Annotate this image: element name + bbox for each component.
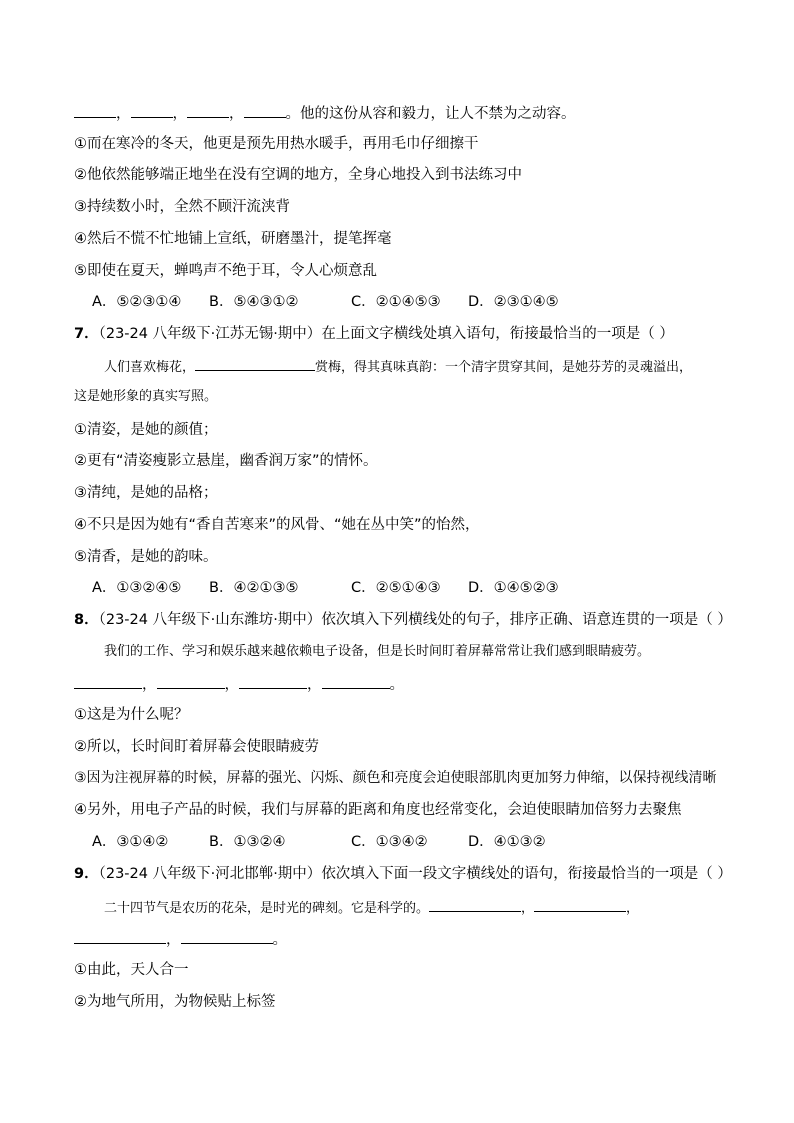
q6-option-2: ②他依然能够端正地坐在没有空调的地方，全身心地投入到书法练习中 <box>74 167 522 183</box>
q8-option-1: ①这是为什么呢？ <box>74 707 189 723</box>
blank[interactable] <box>239 674 307 689</box>
choice-d[interactable]: D．①④⑤②③ <box>468 580 559 596</box>
q9-option-2: ②为地气所用，为物候贴上标签 <box>74 994 276 1010</box>
blank[interactable] <box>74 674 142 689</box>
choice-b[interactable]: B．①③②④ <box>209 834 286 850</box>
choice-a[interactable]: A．⑤②③①④ <box>92 294 182 310</box>
blank[interactable] <box>74 103 116 118</box>
question-source: （23-24 八年级下·山东潍坊·期中） <box>98 612 322 628</box>
blank[interactable] <box>322 674 390 689</box>
q7-option-1: ①清姿，是她的颜值； <box>74 422 218 438</box>
q6-choices <box>92 292 754 312</box>
blank[interactable] <box>157 674 225 689</box>
question-number: 8． <box>74 612 99 628</box>
question-stem: 依次填入下列横线处的句子，排序正确、语意连贯的一项是（ ） <box>321 612 732 628</box>
q8-option-3: ③因为注视屏幕的时候，屏幕的强光、闪烁、颜色和亮度会迫使眼部肌肉更加努力伸缩，以保持视线清晰 <box>74 770 717 786</box>
q7-option-4: ④不只是因为她有“香自苦寒来”的风骨、“她在丛中笑”的怡然， <box>74 517 480 533</box>
q6-option-4: ④然后不慌不忙地铺上宣纸，研磨墨汁，提笔挥毫 <box>74 231 392 247</box>
q9-passage-line-2: ， 。 <box>74 929 754 950</box>
q7-option-5: ⑤清香，是她的韵味。 <box>74 549 218 565</box>
q8-option-4: ④另外，用电子产品的时候，我们与屏幕的距离和角度也经常变化，会迫使眼睛加倍努力去聚焦 <box>74 802 682 818</box>
question-number: 9． <box>74 866 99 882</box>
choice-c[interactable]: C．②⑤①④③ <box>351 580 441 596</box>
q8-passage: 我们的工作、学习和娱乐越来越依赖电子设备，但是长时间盯着屏幕常常让我们感到眼睛疲劳。 <box>104 644 651 659</box>
q8-choices <box>92 832 754 852</box>
blank[interactable] <box>187 103 229 118</box>
question-stem: 在上面文字横线处填入语句，衔接最恰当的一项是（ ） <box>321 326 674 342</box>
choice-d[interactable]: D．②③①④⑤ <box>468 294 559 310</box>
q8-header <box>74 610 754 630</box>
question-stem: 依次填入下面一段文字横线处的语句，衔接最恰当的一项是（ ） <box>321 866 732 882</box>
q7-passage-line-1: 人们喜欢梅花， 赏梅，得其真味真韵：一个清字贯穿其间，是她芬芳的灵魂溢出， <box>104 356 754 378</box>
q7-header <box>74 324 754 344</box>
q9-passage-line-1: 二十四节气是农历的花朵，是时光的碑刻。它是科学的。 ， ， <box>104 897 754 919</box>
choice-b[interactable]: B．④②①③⑤ <box>209 580 299 596</box>
choice-c[interactable]: C．②①④⑤③ <box>351 294 441 310</box>
blank[interactable] <box>195 356 315 371</box>
q7-choices <box>92 578 754 598</box>
q6-option-1: ①而在寒冷的冬天，他更是预先用热水暖手，再用毛巾仔细擦干 <box>74 136 479 152</box>
choice-b[interactable]: B．⑤④③①② <box>209 294 299 310</box>
q7-option-3: ③清纯，是她的品格； <box>74 485 218 501</box>
blank[interactable] <box>429 897 521 912</box>
choice-a[interactable]: A．①③②④⑤ <box>92 580 182 596</box>
blank[interactable] <box>534 897 626 912</box>
q9-header <box>74 864 754 884</box>
q6-option-3: ③持续数小时，全然不顾汗流浃背 <box>74 199 290 215</box>
question-number: 7． <box>74 326 99 342</box>
question-source: （23-24 八年级下·江苏无锡·期中） <box>98 326 322 342</box>
q7-option-2: ②更有“清姿瘦影立悬崖，幽香润万家”的情怀。 <box>74 453 378 469</box>
q8-option-2: ②所以，长时间盯着屏幕会使眼睛疲劳 <box>74 739 319 755</box>
blank[interactable] <box>131 103 173 118</box>
question-source: （23-24 八年级下·河北邯郸·期中） <box>98 866 322 882</box>
q6-option-5: ⑤即使在夏天，蝉鸣声不绝于耳，令人心烦意乱 <box>74 263 377 279</box>
q8-blanks-line: ， ， ， 。 <box>74 674 754 695</box>
blank[interactable] <box>244 103 286 118</box>
q6-lead-text: 。他的这份从容和毅力，让人不禁为之动容。 <box>285 106 576 122</box>
choice-d[interactable]: D．④①③② <box>468 834 546 850</box>
choice-a[interactable]: A．③①④② <box>92 834 169 850</box>
blank[interactable] <box>74 929 166 944</box>
blank[interactable] <box>181 929 273 944</box>
q6-lead-line: ， ， ， 。他的这份从容和毅力，让人不禁为之动容。 <box>74 103 754 124</box>
choice-c[interactable]: C．①③④② <box>351 834 428 850</box>
q7-passage-line-2: 这是她形象的真实写照。 <box>74 389 218 404</box>
q9-option-1: ①由此，天人合一 <box>74 962 189 978</box>
